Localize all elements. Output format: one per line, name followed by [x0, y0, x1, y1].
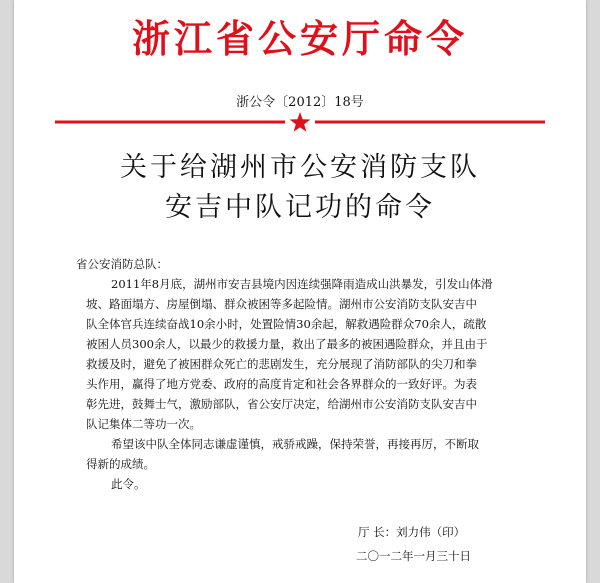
paragraph-1-line: 救援及时，避免了被困群众死亡的悲剧发生，充分展现了消防部队的尖刀和拳: [86, 357, 477, 371]
paragraph-1-line: 彰先进，鼓舞士气，激励部队，省公安厅决定，给湖州市公安消防支队安吉中: [86, 397, 477, 411]
signature-line: 厅 长：刘力伟（印）: [358, 525, 466, 539]
document-number: 浙公令〔2012〕18号: [236, 95, 364, 110]
title-line-1: 关于给湖州市公安消防支队: [120, 152, 480, 183]
title-line-2: 安吉中队记功的命令: [165, 192, 435, 223]
paragraph-1-line: 被困人员300余人，以最少的救援力量，救出了最多的被困遇险群众，并且由于: [86, 337, 488, 351]
document-body: [76, 254, 538, 494]
red-divider: [55, 110, 545, 134]
document-title: [14, 148, 586, 228]
paragraph-1-line: 2011年8月底，湖州市安吉县境内因连续强降雨造成山洪暴发，引发山体滑: [111, 277, 493, 291]
signature-date: 二〇一二年一月三十日: [356, 549, 471, 563]
star-icon: [290, 112, 311, 132]
paragraph-1-line: 队记集体二等功一次。: [86, 417, 201, 431]
paragraph-1-line: 头作用，赢得了地方党委、政府的高度肯定和社会各界群众的一致好评。为表: [86, 377, 477, 391]
salutation: 省公安消防总队：: [76, 257, 168, 271]
paragraph-2-line: 得新的成绩。: [86, 457, 155, 471]
closing: 此令。: [111, 477, 146, 491]
document-header-title: 浙江省公安厅命令: [131, 16, 468, 61]
paragraph-1-line: 坡、路面塌方、房屋倒塌、群众被困等多起险情。湖州市公安消防支队安吉中: [86, 297, 477, 311]
document-page: [14, 0, 586, 583]
paragraph-1-line: 队全体官兵连续奋战10余小时，处置险情30余起，解救遇险群众70余人，疏散: [86, 317, 487, 331]
paragraph-2-line: 希望该中队全体同志谦虚谨慎，戒骄戒躁，保持荣誉，再接再厉，不断取: [111, 437, 479, 451]
